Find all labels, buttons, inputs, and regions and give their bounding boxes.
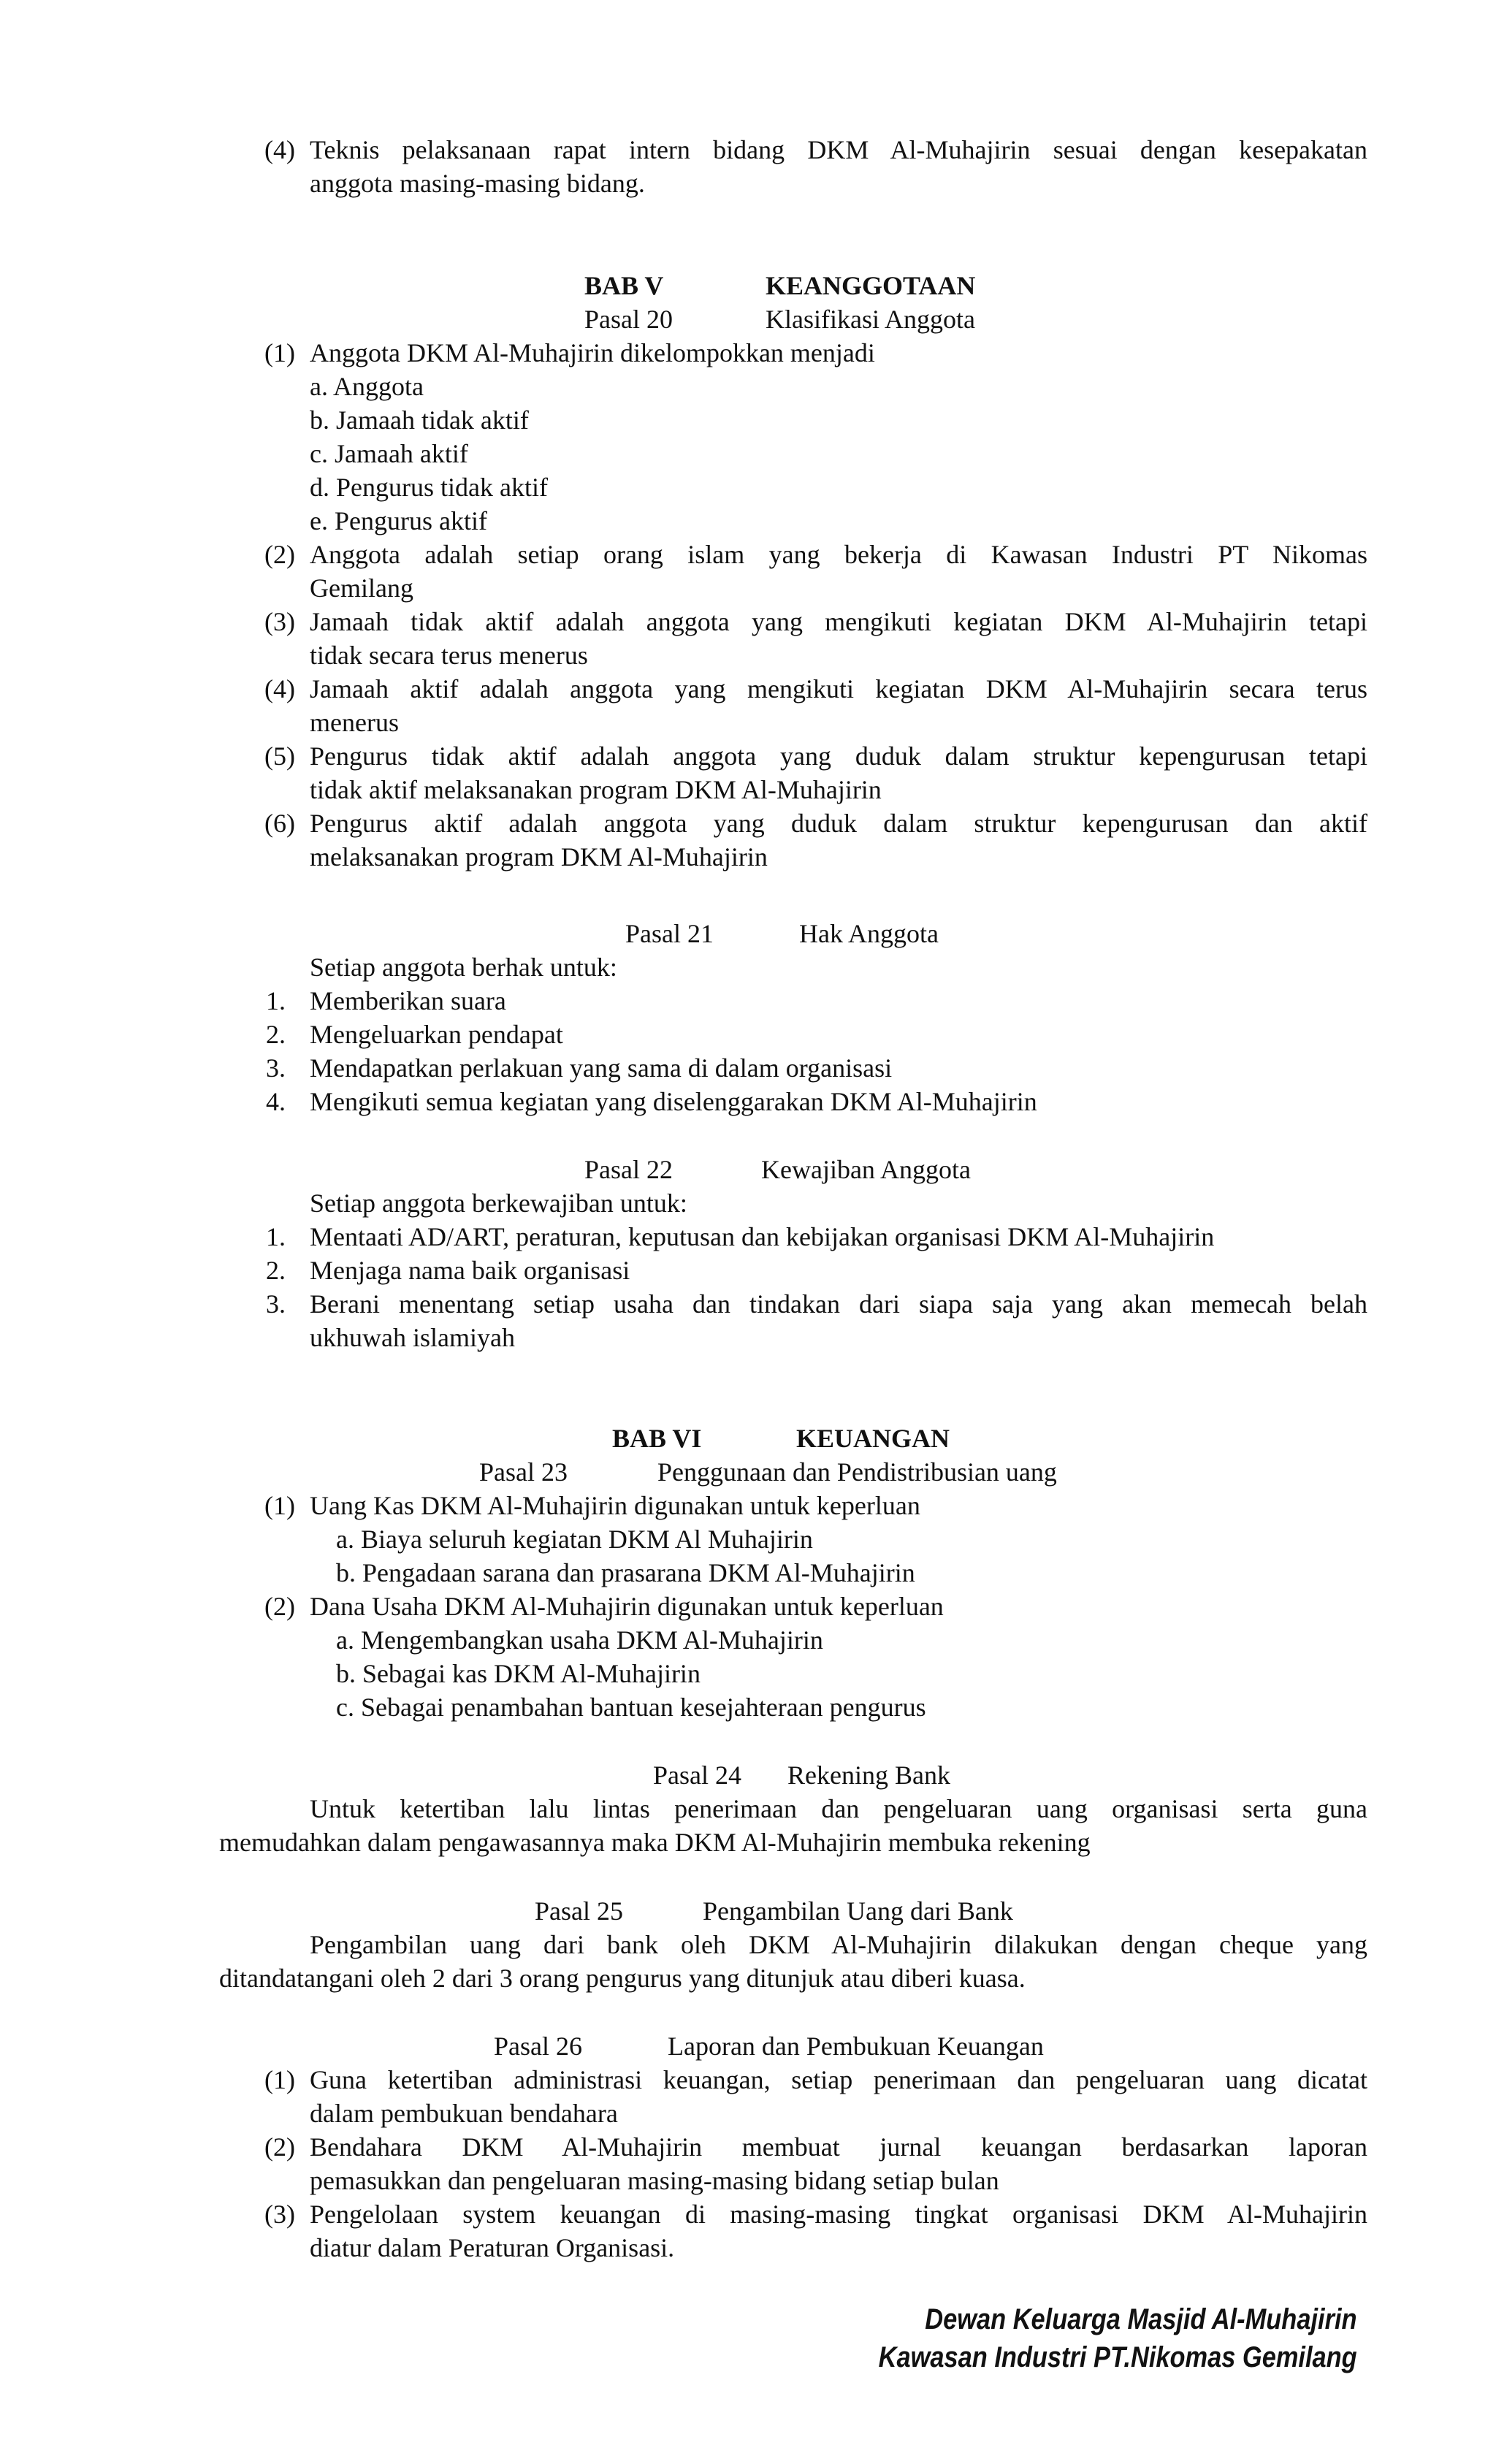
- list-number: 3.: [266, 1053, 286, 1083]
- article-label: Pasal 21: [625, 919, 714, 948]
- paragraph-text: memudahkan dalam pengawasannya maka DKM Al-Muhajirin membuka rekening: [219, 1828, 1091, 1857]
- footer-organization: Dewan Keluarga Masjid Al-Muhajirin: [925, 2303, 1357, 2335]
- article-22-list: [264, 1186, 1367, 1354]
- clause-number: (1): [264, 338, 295, 367]
- clause-text: Jamaah aktif adalah anggota yang mengikuti kegiatan DKM Al-Muhajirin secara terus: [310, 674, 1367, 703]
- chapter-title: KEANGGOTAAN: [766, 271, 976, 300]
- intro-clause: [264, 133, 1367, 200]
- clause-number: (3): [264, 2200, 295, 2229]
- article-title: Kewajiban Anggota: [761, 1155, 971, 1184]
- clause-text: diatur dalam Peraturan Organisasi.: [310, 2233, 675, 2262]
- article-intro: Setiap anggota berhak untuk:: [310, 953, 617, 982]
- clause-text: anggota masing-masing bidang.: [310, 169, 645, 198]
- article-label: Pasal 20: [584, 305, 673, 334]
- clause-number: (2): [264, 2132, 295, 2162]
- article-label: Pasal 23: [479, 1457, 568, 1487]
- article-24-body: [219, 1792, 1367, 1859]
- clause-text: Gemilang: [310, 573, 413, 603]
- list-item: Mentaati AD/ART, peraturan, keputusan dan kebijakan organisasi DKM Al-Muhajirin: [310, 1222, 1215, 1251]
- clause-text: Guna ketertiban administrasi keuangan, setiap penerimaan dan pengeluaran uang dicatat: [310, 2065, 1367, 2094]
- clause-text: Teknis pelaksanaan rapat intern bidang DKM Al-Muhajirin sesuai dengan kesepakatan: [310, 135, 1367, 164]
- clause-text: pemasukkan dan pengeluaran masing-masing bidang setiap bulan: [310, 2166, 999, 2195]
- sub-item: b. Pengadaan sarana dan prasarana DKM Al-Muhajirin: [336, 1558, 915, 1587]
- clause-number: (1): [264, 1491, 295, 1520]
- article-title: Laporan dan Pembukuan Keuangan: [668, 2032, 1044, 2061]
- article-title: Pengambilan Uang dari Bank: [703, 1896, 1013, 1926]
- clause-number: (2): [264, 540, 295, 569]
- clause-text: Anggota adalah setiap orang islam yang bekerja di Kawasan Industri PT Nikomas: [310, 540, 1367, 569]
- list-item: ukhuwah islamiyah: [310, 1323, 515, 1352]
- article-20-list: [264, 336, 1367, 874]
- sub-item: a. Biaya seluruh kegiatan DKM Al Muhajirin: [336, 1525, 813, 1554]
- list-item: Berani menentang setiap usaha dan tindakan dari siapa saja yang akan memecah belah: [310, 1289, 1367, 1319]
- clause-text: Pengurus aktif adalah anggota yang duduk dalam struktur kepengurusan dan aktif: [310, 809, 1367, 838]
- article-title: Rekening Bank: [787, 1761, 950, 1790]
- list-item: Memberikan suara: [310, 986, 506, 1015]
- clause-number: (3): [264, 607, 295, 636]
- chapter-label: BAB V: [584, 271, 664, 300]
- article-intro: Setiap anggota berkewajiban untuk:: [310, 1189, 687, 1218]
- paragraph-text: Untuk ketertiban lalu lintas penerimaan dan pengeluaran uang organisasi serta guna: [310, 1794, 1367, 1823]
- clause-text: Uang Kas DKM Al-Muhajirin digunakan untuk keperluan: [310, 1491, 920, 1520]
- chapter-label: BAB VI: [612, 1424, 702, 1453]
- list-number: 4.: [266, 1087, 286, 1116]
- list-number: 1.: [266, 1222, 286, 1251]
- article-label: Pasal 26: [494, 2032, 582, 2061]
- sub-item: a. Mengembangkan usaha DKM Al-Muhajirin: [336, 1625, 823, 1655]
- clause-number: (4): [264, 674, 295, 703]
- paragraph-text: ditandatangani oleh 2 dari 3 orang pengurus yang ditunjuk atau diberi kuasa.: [219, 1964, 1026, 1993]
- clause-text: melaksanakan program DKM Al-Muhajirin: [310, 842, 768, 871]
- list-number: 2.: [266, 1020, 286, 1049]
- list-number: 1.: [266, 986, 286, 1015]
- list-number: 3.: [266, 1289, 286, 1319]
- footer-location: Kawasan Industri PT.Nikomas Gemilang: [878, 2341, 1357, 2373]
- article-title: Hak Anggota: [799, 919, 939, 948]
- clause-number: (1): [264, 2065, 295, 2094]
- article-label: Pasal 22: [584, 1155, 673, 1184]
- clause-number: (5): [264, 741, 295, 771]
- sub-item: c. Jamaah aktif: [310, 439, 468, 468]
- clause-text: menerus: [310, 708, 399, 737]
- sub-item: c. Sebagai penambahan bantuan kesejahteraan pengurus: [336, 1693, 926, 1722]
- paragraph-text: Pengambilan uang dari bank oleh DKM Al-Muhajirin dilakukan dengan cheque yang: [310, 1930, 1367, 1959]
- list-item: Mendapatkan perlakuan yang sama di dalam organisasi: [310, 1053, 893, 1083]
- clause-number: (6): [264, 809, 295, 838]
- clause-text: tidak secara terus menerus: [310, 641, 588, 670]
- sub-item: d. Pengurus tidak aktif: [310, 473, 548, 502]
- clause-text: Dana Usaha DKM Al-Muhajirin digunakan untuk keperluan: [310, 1592, 944, 1621]
- article-title: Penggunaan dan Pendistribusian uang: [657, 1457, 1057, 1487]
- sub-item: a. Anggota: [310, 372, 424, 401]
- article-26-list: [264, 2063, 1367, 2265]
- list-item: Menjaga nama baik organisasi: [310, 1256, 630, 1285]
- list-item: Mengeluarkan pendapat: [310, 1020, 563, 1049]
- clause-text: Bendahara DKM Al-Muhajirin membuat jurnal keuangan berdasarkan laporan: [310, 2132, 1367, 2162]
- list-number: 2.: [266, 1256, 286, 1285]
- chapter-title: KEUANGAN: [796, 1424, 950, 1453]
- clause-number: (4): [264, 135, 295, 164]
- clause-text: tidak aktif melaksanakan program DKM Al-Muhajirin: [310, 775, 882, 804]
- clause-text: Anggota DKM Al-Muhajirin dikelompokkan menjadi: [310, 338, 875, 367]
- clause-text: Pengurus tidak aktif adalah anggota yang duduk dalam struktur kepengurusan tetapi: [310, 741, 1367, 771]
- sub-item: b. Sebagai kas DKM Al-Muhajirin: [336, 1659, 701, 1688]
- sub-item: b. Jamaah tidak aktif: [310, 405, 529, 435]
- clause-text: Jamaah tidak aktif adalah anggota yang mengikuti kegiatan DKM Al-Muhajirin tetapi: [310, 607, 1367, 636]
- article-label: Pasal 25: [535, 1896, 623, 1926]
- article-title: Klasifikasi Anggota: [766, 305, 975, 334]
- clause-text: dalam pembukuan bendahara: [310, 2099, 618, 2128]
- clause-text: Pengelolaan system keuangan di masing-masing tingkat organisasi DKM Al-Muhajirin: [310, 2200, 1367, 2229]
- list-item: Mengikuti semua kegiatan yang diselenggarakan DKM Al-Muhajirin: [310, 1087, 1037, 1116]
- article-23-list: [264, 1489, 1367, 1724]
- clause-number: (2): [264, 1592, 295, 1621]
- article-25-body: [219, 1928, 1367, 1995]
- article-21-list: [264, 950, 1367, 1118]
- article-label: Pasal 24: [653, 1761, 741, 1790]
- sub-item: e. Pengurus aktif: [310, 506, 487, 535]
